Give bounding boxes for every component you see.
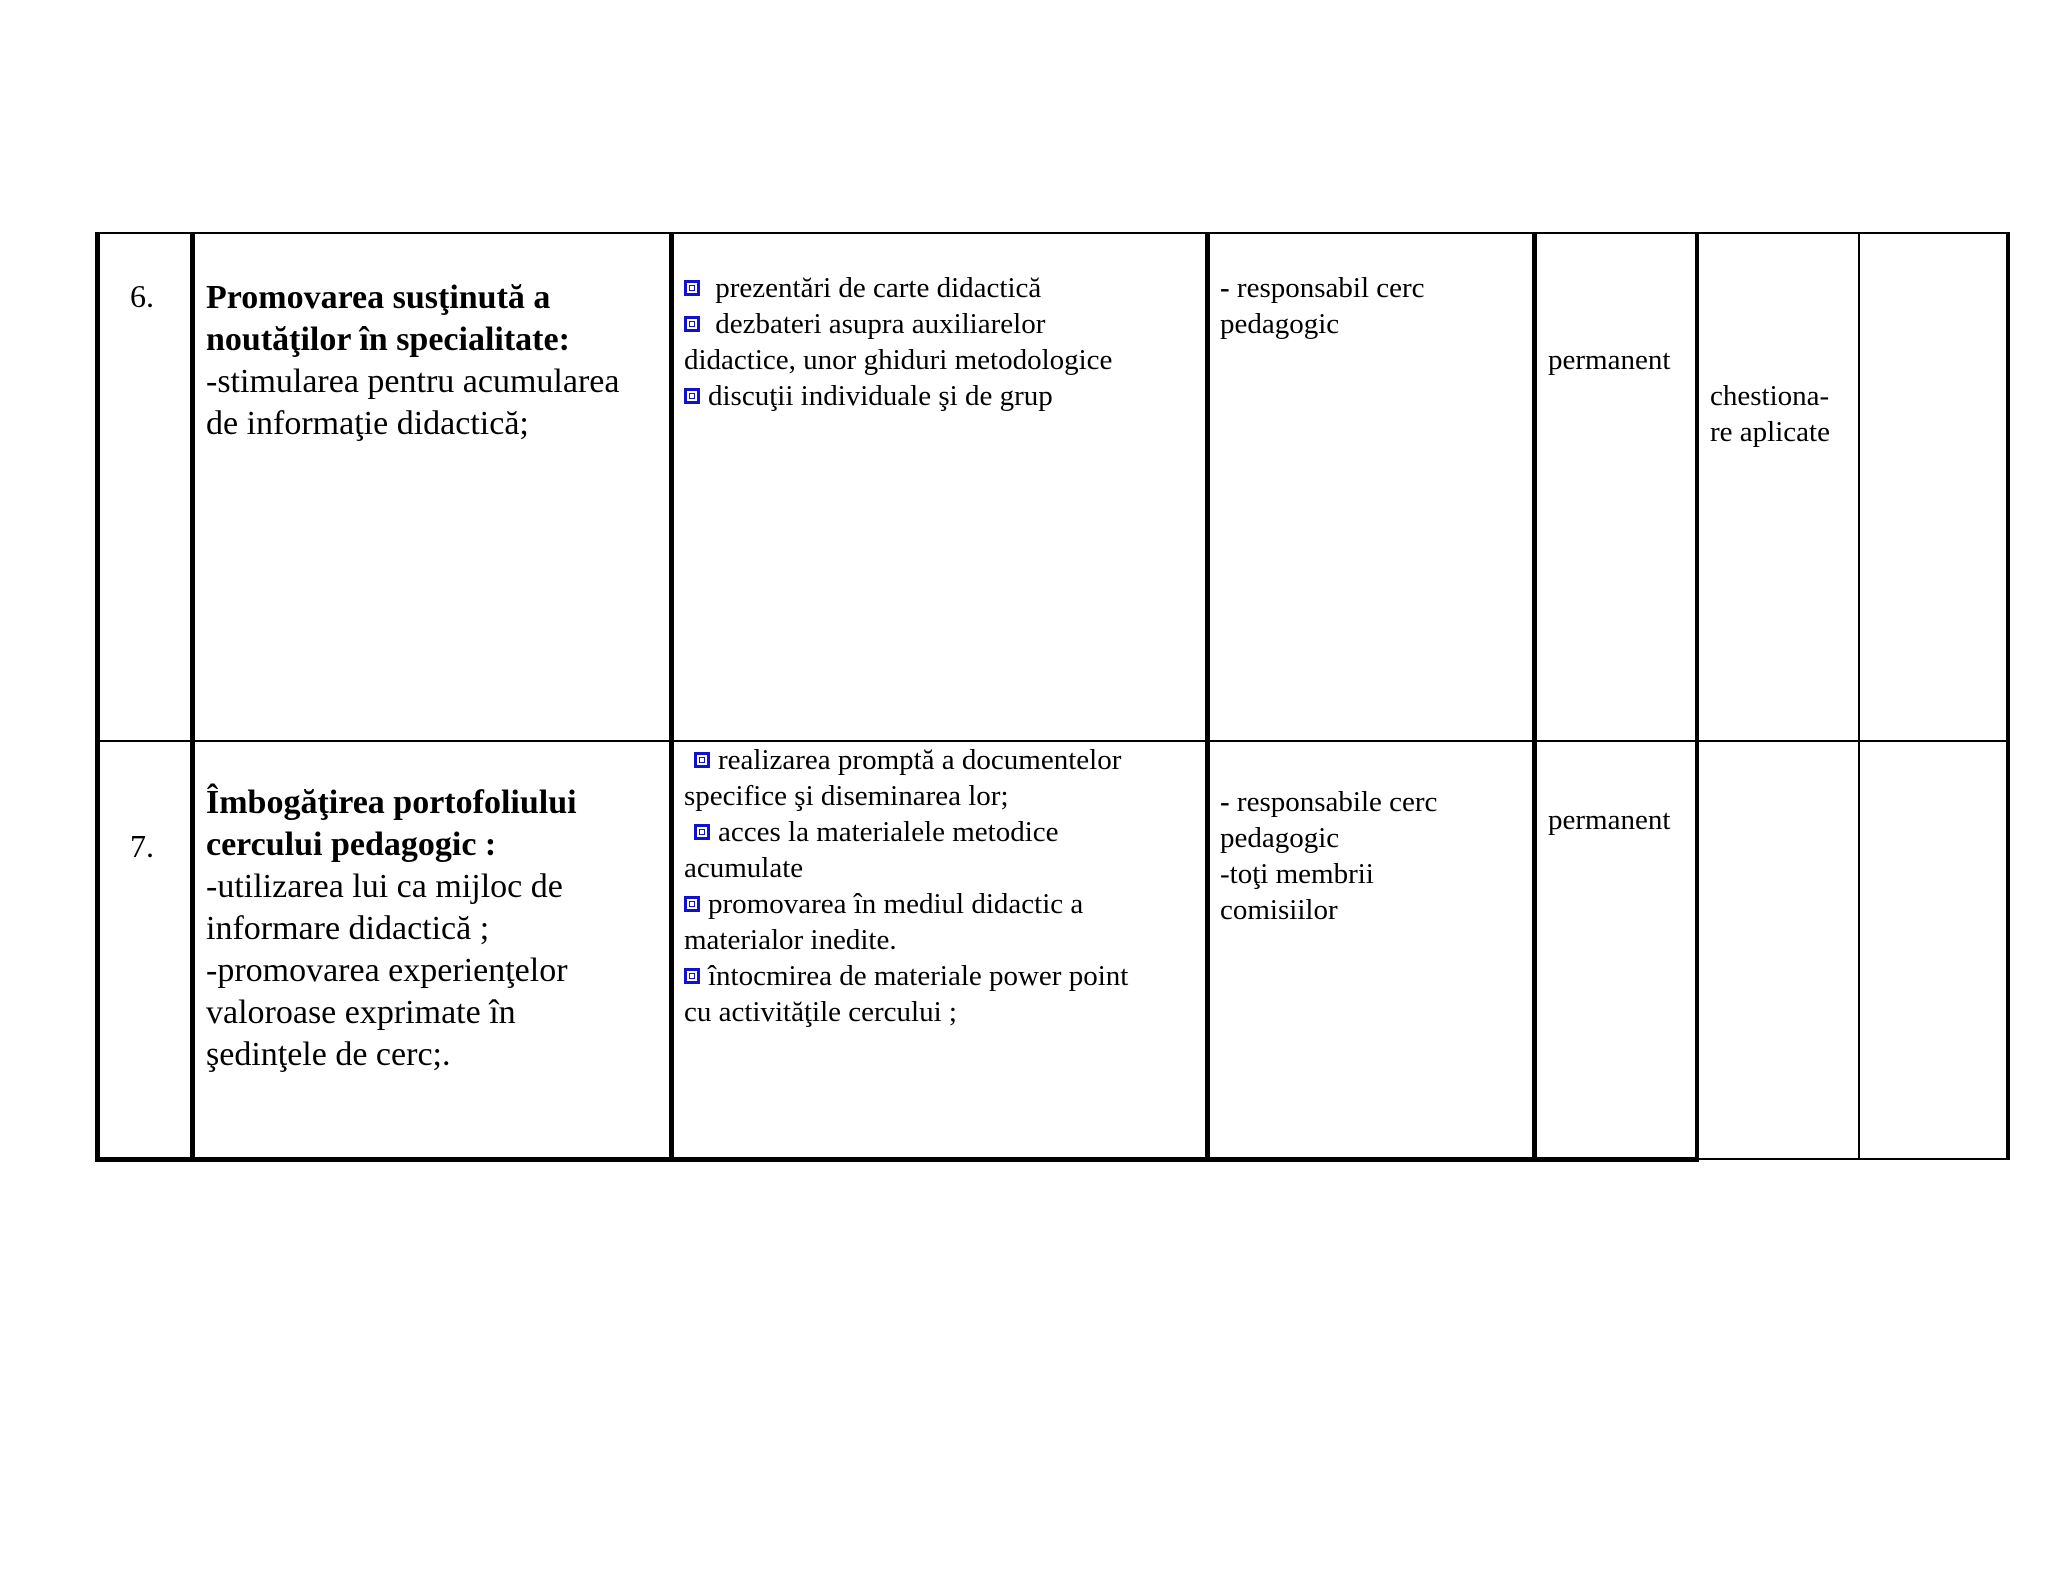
list-item: acumulate — [684, 852, 804, 884]
bullet-icon — [684, 388, 700, 404]
bullet-icon — [684, 280, 700, 296]
objective-cell — [206, 782, 577, 1076]
responsible-text: - responsabil cerc — [1220, 272, 1425, 304]
evaluation-text: chestiona- — [1710, 380, 1830, 412]
responsible-text: comisiilor — [1220, 894, 1338, 926]
objective-title: noutăţilor în specialitate: — [206, 321, 570, 358]
row-number: 7. — [130, 828, 154, 864]
objective-text: de informaţie didactică; — [206, 405, 529, 442]
bullet-icon — [684, 968, 700, 984]
responsible-text: pedagogic — [1220, 308, 1340, 340]
grid-line — [95, 232, 2010, 234]
list-item: acces la materialele metodice — [684, 814, 1128, 850]
objective-text: -utilizarea lui ca mijloc de — [206, 868, 563, 905]
grid-line — [95, 1157, 1699, 1162]
grid-line — [2006, 233, 2010, 1160]
objective-text: valoroase exprimate în — [206, 994, 516, 1031]
bullet-icon — [684, 316, 700, 332]
list-item: promovarea în mediul didactic a — [684, 886, 1128, 922]
grid-line — [669, 233, 674, 1162]
evaluation-cell — [1710, 378, 1830, 450]
list-item: materialor inedite. — [684, 924, 897, 956]
list-item: dezbateri asupra auxiliarelor — [684, 306, 1112, 342]
objective-title: cercului pedagogic : — [206, 826, 497, 863]
activities-cell — [684, 742, 1128, 1030]
term-cell: permanent — [1548, 804, 1671, 836]
bullet-icon — [694, 824, 710, 840]
list-item: întocmirea de materiale power point — [684, 958, 1128, 994]
list-item: realizarea promptă a documentelor — [684, 742, 1128, 778]
list-item: didactice, unor ghiduri metodologice — [684, 344, 1113, 376]
objective-text: informare didactică ; — [206, 910, 490, 947]
objective-cell — [206, 277, 619, 445]
term-cell: permanent — [1548, 344, 1671, 376]
objective-title: Îmbogăţirea portofoliului — [206, 784, 577, 821]
grid-line — [190, 233, 195, 1162]
grid-line — [1858, 233, 1860, 1160]
list-item: cu activităţile cercului ; — [684, 996, 957, 1028]
objective-text: şedinţele de cerc;. — [206, 1036, 451, 1073]
grid-line — [95, 233, 100, 1162]
grid-line — [1532, 233, 1537, 1162]
objective-text: -promovarea experienţelor — [206, 952, 568, 989]
grid-line — [1695, 233, 1699, 1162]
objective-title: Promovarea susţinută a — [206, 279, 551, 316]
objective-text: -stimularea pentru acumularea — [206, 363, 620, 400]
row-number: 6. — [130, 278, 154, 314]
evaluation-text: re aplicate — [1710, 416, 1830, 448]
bullet-icon — [694, 752, 710, 768]
responsible-text: - responsabile cerc — [1220, 786, 1438, 818]
responsible-cell — [1220, 784, 1437, 928]
list-item: discuţii individuale şi de grup — [684, 378, 1112, 414]
activities-cell — [684, 270, 1112, 414]
list-item: prezentări de carte didactică — [684, 270, 1112, 306]
responsible-text: pedagogic — [1220, 822, 1340, 854]
bullet-icon — [684, 896, 700, 912]
grid-line — [1699, 1158, 2010, 1160]
grid-line — [1205, 233, 1210, 1162]
responsible-text: -toţi membrii — [1220, 858, 1374, 890]
list-item: specifice şi diseminarea lor; — [684, 780, 1009, 812]
responsible-cell — [1220, 270, 1425, 342]
